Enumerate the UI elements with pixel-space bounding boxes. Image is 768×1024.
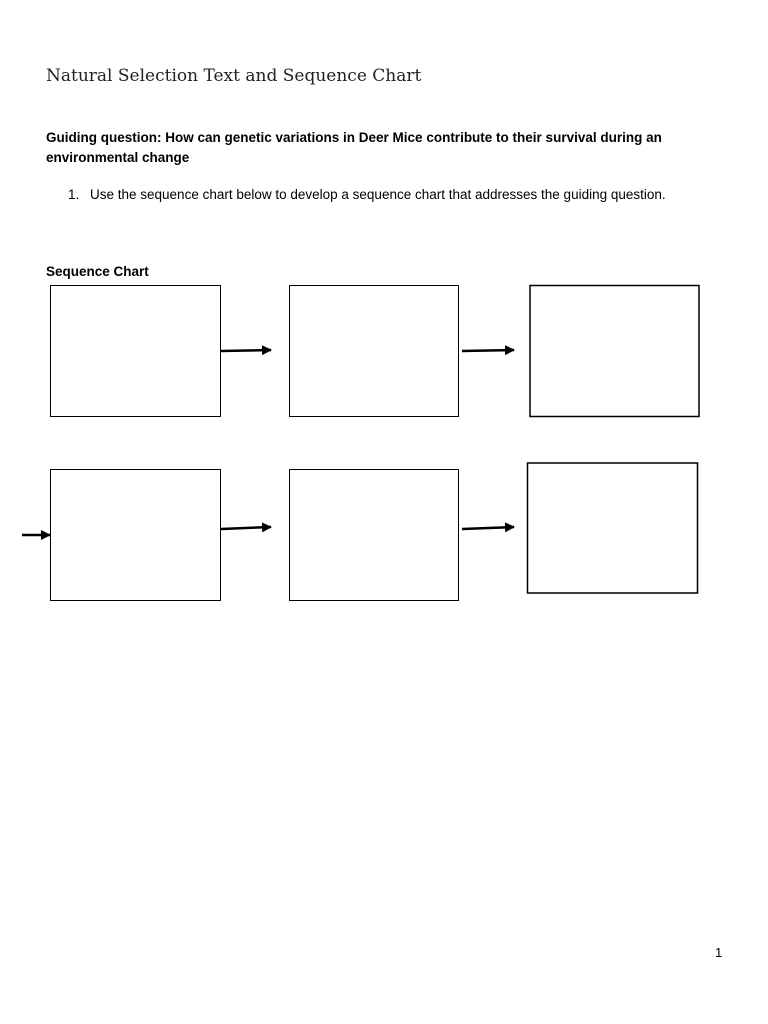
sequence-arrow-1 xyxy=(221,350,271,351)
instruction-text: Use the sequence chart below to develop a sequence chart that addresses the guiding question. xyxy=(90,187,666,202)
sequence-chart-heading: Sequence Chart xyxy=(46,264,149,279)
sequence-box-6[interactable] xyxy=(528,463,698,593)
sequence-box-1[interactable] xyxy=(51,286,221,417)
instruction-number: 1. xyxy=(68,187,80,202)
sequence-arrow-4 xyxy=(462,527,514,529)
page-title: Natural Selection Text and Sequence Chart xyxy=(46,66,422,86)
sequence-box-3[interactable] xyxy=(530,286,699,417)
sequence-box-5[interactable] xyxy=(290,470,459,601)
sequence-box-4[interactable] xyxy=(51,470,221,601)
sequence-box-2[interactable] xyxy=(290,286,459,417)
page-number: 1 xyxy=(715,945,723,960)
sequence-arrow-3 xyxy=(221,527,271,529)
sequence-arrow-2 xyxy=(462,350,514,351)
guiding-question: Guiding question: How can genetic variations in Deer Mice contribute to their survival during an environmental change xyxy=(46,130,662,165)
